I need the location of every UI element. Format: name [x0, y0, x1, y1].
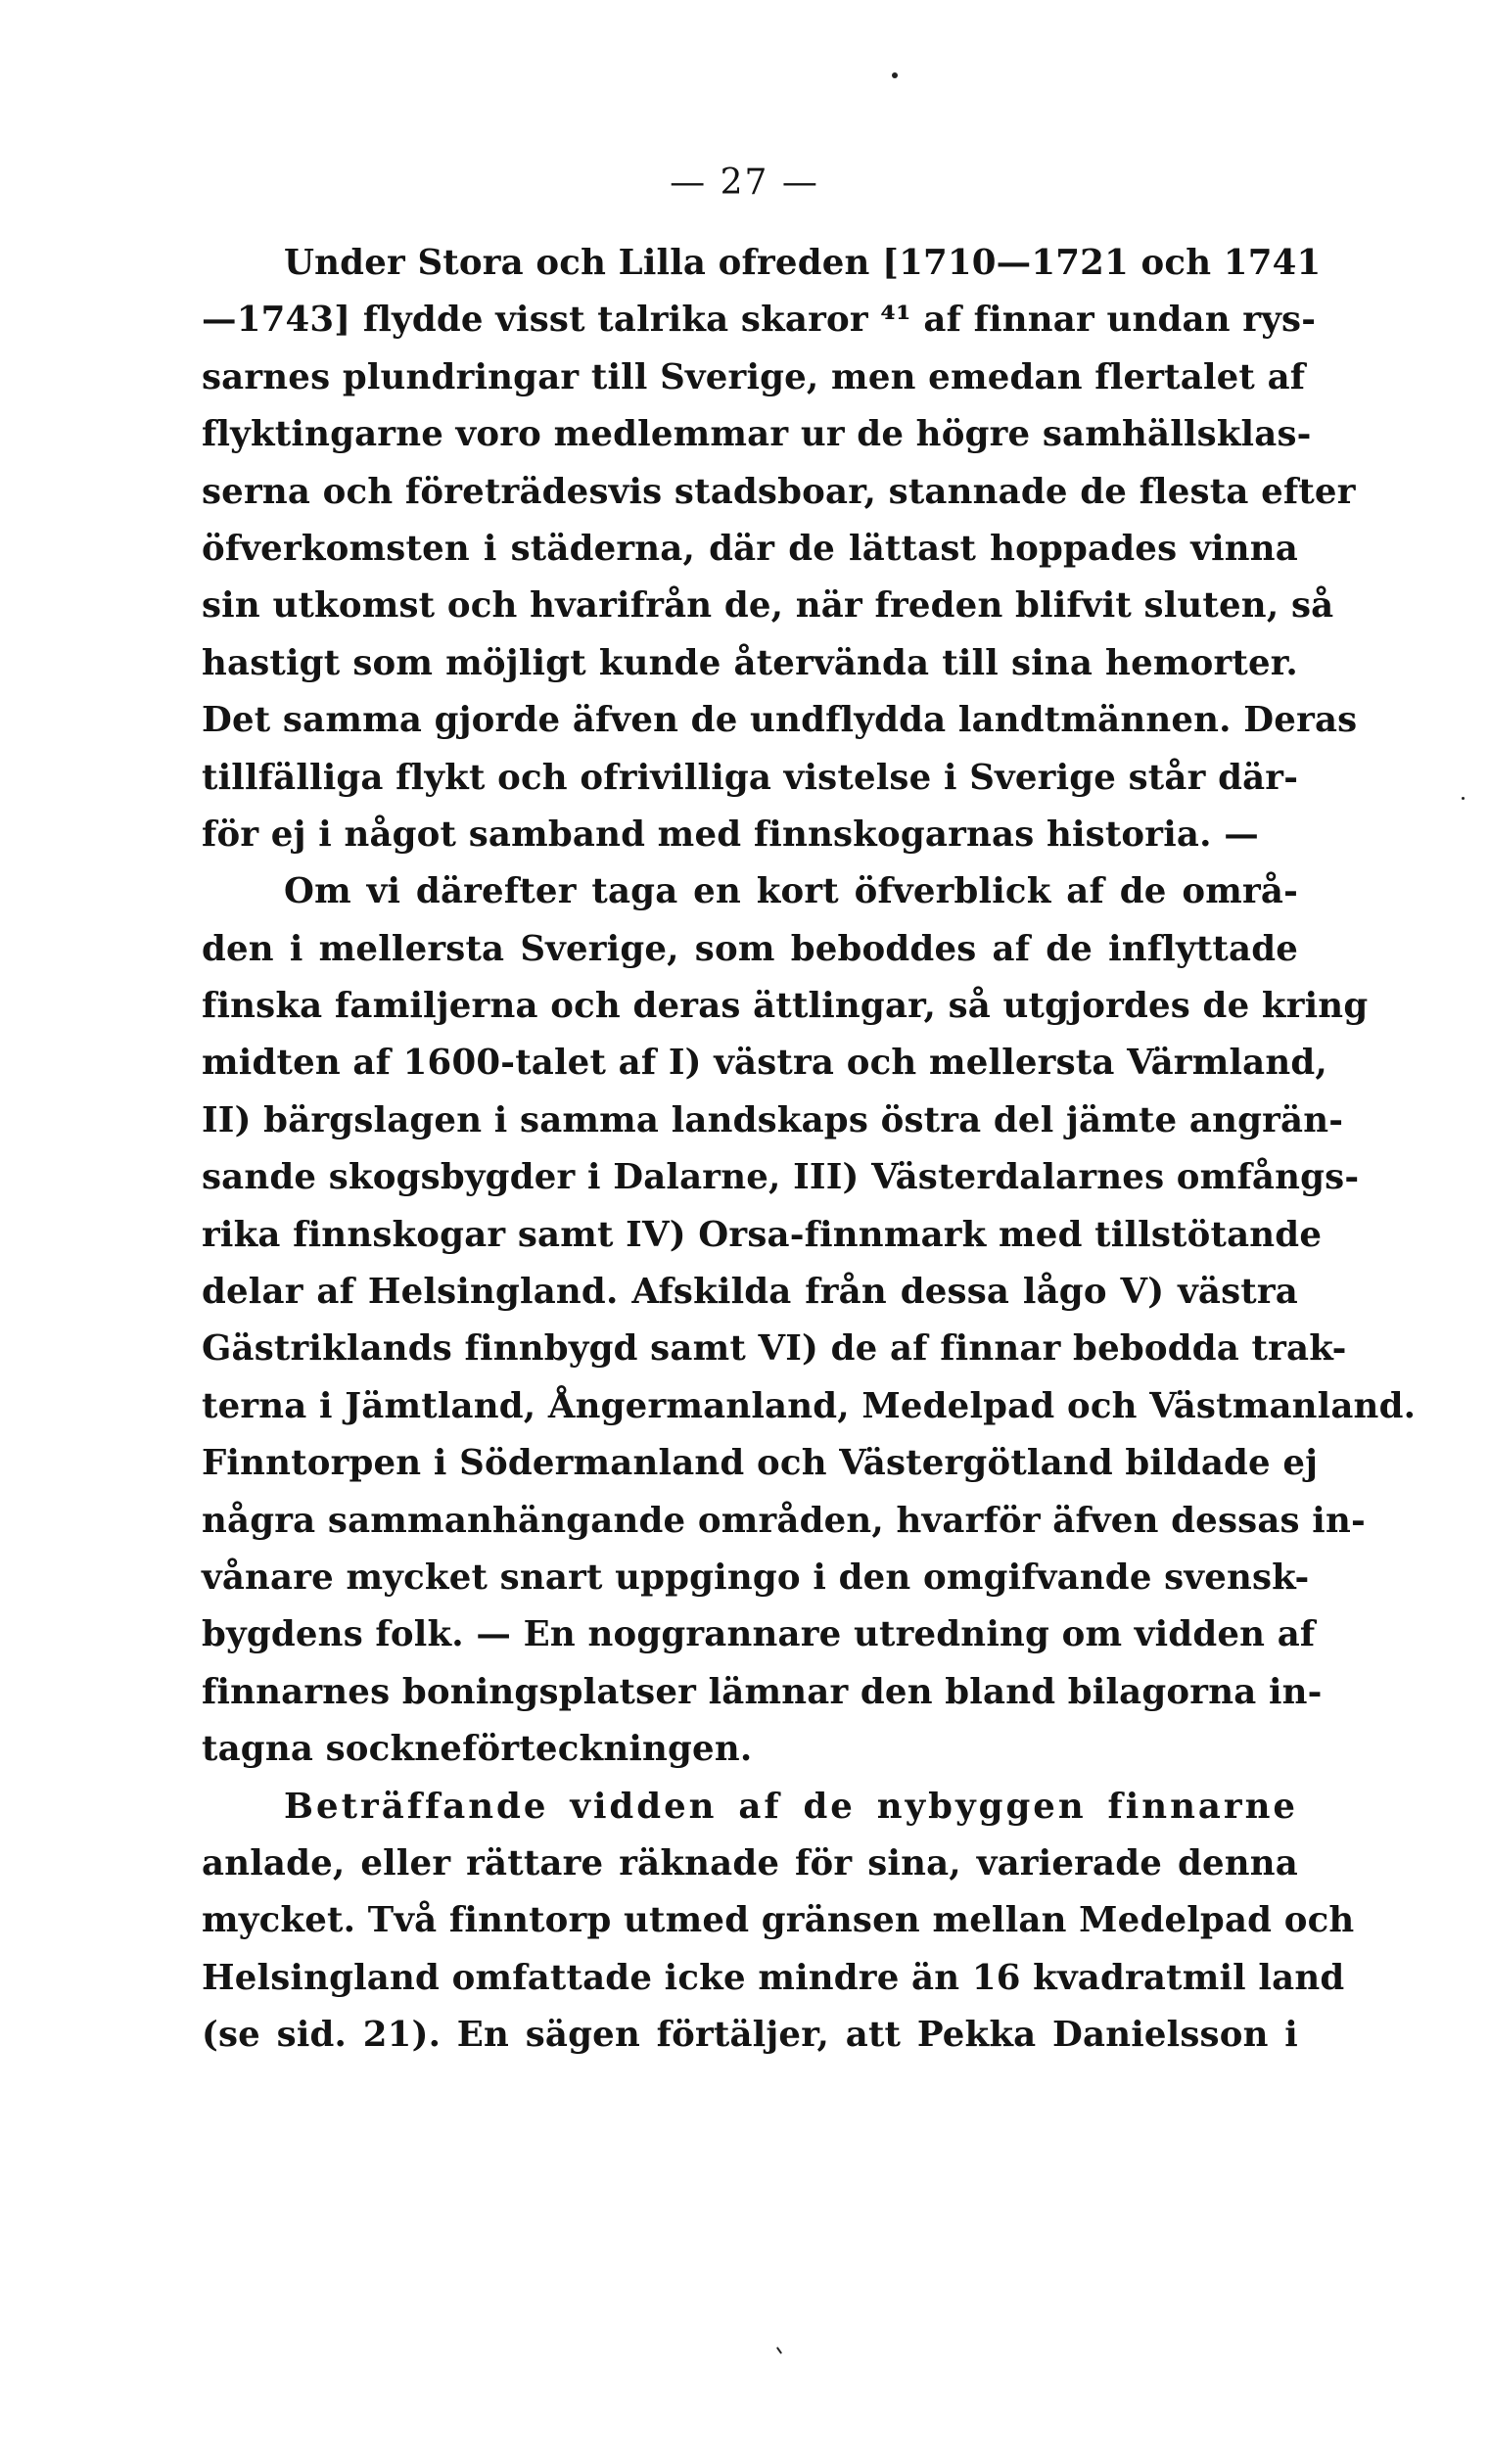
text-line: den i mellersta Sverige, som bebοddes af de inflyttade: [202, 928, 1298, 969]
text-line: Beträffande vidden af de nybyggen finnarne: [284, 1786, 1298, 1827]
text-line: serna och företrädesvis stadsboar, stannade de flesta efter: [202, 471, 1356, 512]
print-speck: [892, 72, 898, 78]
text-line: delar af Helsingland. Afskilda från dessa lågo V) västra: [202, 1272, 1298, 1313]
text-line: —1743] flydde visst talrika skaror ⁴¹ af finnar undan rys-: [202, 300, 1317, 341]
text-line: sarnes plundringar till Sverige, men emedan flertalet af: [202, 356, 1306, 397]
text-line: anlade, eller rättare räknade för sina, varierade denna: [202, 1842, 1298, 1883]
text-line: öfverkomsten i städerna, där de lättast hoppades vinna: [202, 528, 1298, 569]
text-line: Finntorpen i Södermanland och Västergötland bildade ej: [202, 1443, 1319, 1484]
text-line: flyktingarne voro medlemmar ur de högre samhällsklas-: [202, 414, 1312, 455]
text-line: Under Stora och Lilla ofreden [1710—1721 och 1741: [284, 243, 1322, 283]
text-line: finska familjerna och deras ättlingar, så utgjordes de kring: [202, 986, 1369, 1027]
text-line: tagna sockneförteckningen.: [202, 1729, 753, 1770]
text-line: Helsingland omfattade icke mindre än 16 kvadratmil land: [202, 1957, 1345, 1998]
text-line: rika finnskogar samt IV) Orsa-finnmark med tillstötande: [202, 1214, 1323, 1255]
text-line: vånare mycket snart uppgingo i den omgifvande svensk-: [202, 1557, 1310, 1598]
text-line: (se sid. 21). En sägen förtäljer, att Pekka Danielsson i: [202, 2015, 1298, 2056]
print-speck: [1462, 797, 1465, 800]
page-number: — 27 —: [670, 163, 819, 203]
text-line: Om vi därefter taga en kort öfverblick af de områ-: [284, 871, 1298, 912]
body-text: [202, 235, 1417, 2065]
text-line: terna i Jämtland, Ångermanland, Medelpad och Västmanland.: [202, 1385, 1417, 1426]
text-line: för ej i något samband med finnskogarnas historia. —: [202, 814, 1259, 855]
text-line: Gästriklands finnbygd samt VI) de af finnar bebodda trak-: [202, 1328, 1347, 1370]
text-line: några sammanhängande områden, hvarför äfven dessas in-: [202, 1500, 1366, 1541]
text-line: sande skogsbygder i Dalarne, III) Västerdalarnes omfångs-: [202, 1157, 1360, 1198]
text-line: mycket. Två finntorp utmed gränsen mellan Medelpad och: [202, 1900, 1355, 1941]
text-line: hastigt som möjligt kunde återvända till sina hemorter.: [202, 642, 1298, 683]
text-line: bygdens folk. — En noggrannare utredning om vidden af: [202, 1614, 1316, 1655]
text-line: finnarnes boningsplatser lämnar den bland bilagorna in-: [202, 1671, 1323, 1712]
text-line: midten af 1600-talet af I) västra och mellersta Värmland,: [202, 1043, 1327, 1084]
text-line: sin utkomst och hvarifrån de, när freden blifvit sluten, så: [202, 585, 1334, 627]
print-speck: [776, 2347, 782, 2354]
text-line: tillfälliga flykt och ofrivilliga vistelse i Sverige står där-: [202, 757, 1299, 798]
text-line: Det samma gjorde äfven de undflydda landtmännen. Deras: [202, 700, 1358, 741]
text-line: II) bärgslagen i samma landskaps östra del jämte angrän-: [202, 1099, 1344, 1140]
